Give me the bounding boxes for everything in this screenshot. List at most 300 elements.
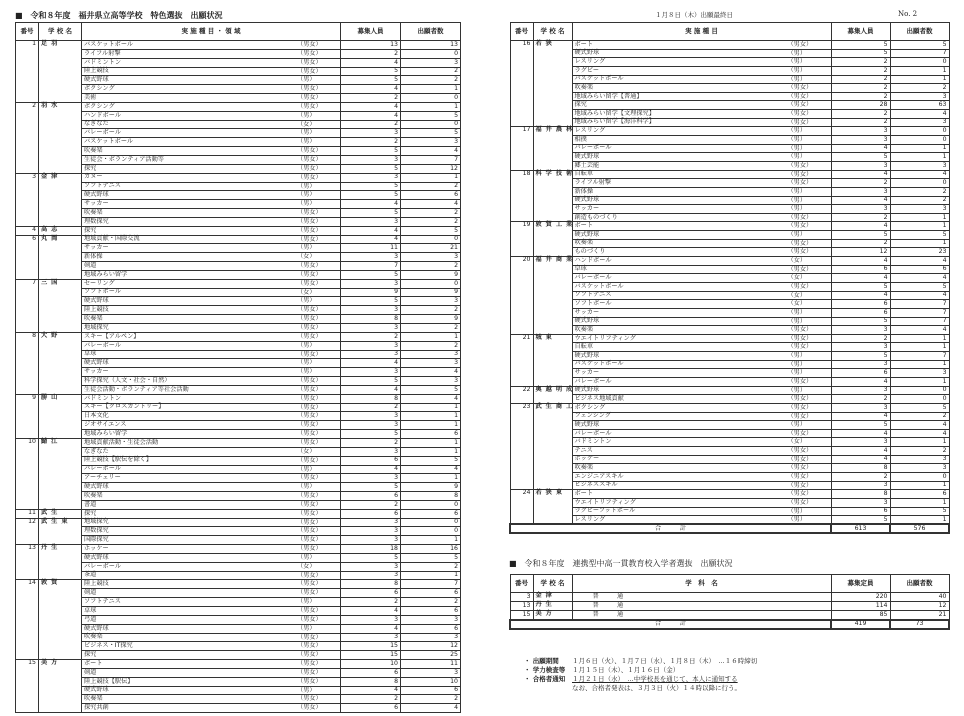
table-row <box>16 94 461 103</box>
event-name: ウエイトリフティング <box>574 334 636 342</box>
event-cell <box>82 686 341 695</box>
event-cell <box>572 222 831 231</box>
event-cell <box>572 403 831 412</box>
event-name: 硬式野球 <box>574 153 600 161</box>
applicants: 16 <box>401 545 461 554</box>
applicants: 2 <box>401 598 461 607</box>
gender: （男女） <box>297 456 322 464</box>
capacity: 2 <box>831 84 890 93</box>
capacity: 3 <box>831 127 890 136</box>
gender: （男女） <box>297 607 322 614</box>
event-name: テニス <box>574 446 593 454</box>
ikkan-table <box>509 574 950 630</box>
capacity: 11 <box>341 244 401 253</box>
course-name: 普 通 <box>572 593 831 602</box>
event-cell <box>82 368 341 377</box>
event-name: 探究 <box>84 651 97 659</box>
event-cell <box>82 209 341 218</box>
school-number: 24 <box>510 490 533 525</box>
event-name: 郷土芸能 <box>574 161 600 169</box>
header-course: 学 科 名 <box>572 575 831 593</box>
event-name: 吹奏楽 <box>574 83 594 91</box>
applicants: 3 <box>401 253 461 262</box>
applicants: 4 <box>890 429 949 438</box>
capacity: 2 <box>341 94 401 103</box>
event-name: 卓球 <box>84 350 97 358</box>
event-cell <box>82 111 341 120</box>
table-row <box>16 173 461 182</box>
header-applicants: 出願者数 <box>401 23 461 41</box>
table-row <box>16 253 461 262</box>
applicants: 3 <box>401 297 461 306</box>
table-row <box>16 155 461 164</box>
event-name: 生徒会・ボランティア活動等 <box>84 155 164 163</box>
table-row <box>16 465 461 474</box>
event-cell <box>572 239 831 248</box>
event-cell <box>82 474 341 483</box>
capacity: 13 <box>341 41 401 50</box>
event-name: ものづくり <box>574 248 606 256</box>
total-label: 合 計 <box>510 524 831 533</box>
table-row <box>510 438 949 447</box>
applicants: 9 <box>401 288 461 297</box>
gender: （女） <box>297 562 316 570</box>
applicants: 4 <box>401 368 461 377</box>
table-row <box>16 545 461 554</box>
applicants: 1 <box>401 85 461 94</box>
event-name: 硬式野球 <box>574 49 600 57</box>
event-name: 剣道 <box>84 261 97 269</box>
school-name: 勝山 <box>39 394 82 438</box>
gender: （男女） <box>297 58 322 66</box>
school-name: 科学技術 <box>533 170 572 222</box>
table-row <box>510 136 949 145</box>
table-row <box>510 179 949 188</box>
table-row <box>16 164 461 173</box>
capacity: 5 <box>341 297 401 306</box>
table-row <box>16 226 461 235</box>
gender: （男女） <box>297 332 322 340</box>
event-cell <box>82 465 341 474</box>
event-name: バレーボール <box>574 144 612 152</box>
total-applicants: 73 <box>890 620 949 629</box>
gender: （男女） <box>297 217 322 225</box>
gender: （男女） <box>297 235 322 243</box>
event-cell <box>572 395 831 404</box>
gender: （男） <box>787 127 807 135</box>
gender: （男女） <box>787 481 813 489</box>
event-cell <box>82 288 341 297</box>
gender: （男女） <box>297 67 322 75</box>
table-row <box>510 127 949 136</box>
applicants: 7 <box>890 300 949 309</box>
gender: （男） <box>787 317 807 325</box>
event-cell <box>572 161 831 170</box>
gender: （男女） <box>297 536 322 544</box>
table-row <box>16 58 461 67</box>
event-name: ホッケー <box>84 544 109 552</box>
table-row <box>16 138 461 147</box>
school-number: 21 <box>510 334 533 386</box>
applicants: 1 <box>890 222 949 231</box>
table-row <box>16 686 461 695</box>
gender: （男） <box>297 598 316 606</box>
applicants: 21 <box>401 244 461 253</box>
date-note: １月８日（木）出願最終日 <box>655 11 733 19</box>
capacity: 5 <box>341 147 401 156</box>
applicants: 1 <box>890 377 949 386</box>
event-name: ビジネス・IT探究 <box>84 642 133 650</box>
event-cell <box>572 265 831 274</box>
event-name: ソフトボール <box>574 299 612 307</box>
event-cell <box>82 483 341 492</box>
header-no: 番号 <box>16 23 39 41</box>
event-cell <box>572 473 831 482</box>
applicants: 5 <box>890 41 949 50</box>
capacity: 3 <box>831 326 890 335</box>
gender: （男女） <box>297 580 322 588</box>
gender: （男女） <box>787 498 813 506</box>
applicants: 5 <box>890 403 949 412</box>
event-cell <box>572 291 831 300</box>
event-cell <box>572 343 831 352</box>
school-number: 8 <box>16 332 39 394</box>
gender: （男） <box>787 507 807 515</box>
course-name: 普 通 <box>572 602 831 611</box>
applicants: 1 <box>890 360 949 369</box>
capacity: 3 <box>341 474 401 483</box>
event-cell <box>572 205 831 214</box>
capacity: 2 <box>831 473 890 482</box>
capacity: 3 <box>831 205 890 214</box>
applicants: 0 <box>401 279 461 288</box>
gender: （男） <box>297 553 316 561</box>
applicants: 1 <box>401 536 461 545</box>
table-row <box>510 118 949 127</box>
event-name: 硬式野球 <box>84 76 109 84</box>
event-name: 科学探究（人文・社会・自然） <box>84 376 171 384</box>
event-name: ソフトテニス <box>84 182 121 190</box>
applicants: 1 <box>401 438 461 447</box>
table-row <box>510 343 949 352</box>
event-name: 卓球 <box>574 265 587 273</box>
event-cell <box>82 341 341 350</box>
gender: （男） <box>787 352 807 360</box>
applicants: 2 <box>401 324 461 333</box>
table-row <box>16 288 461 297</box>
event-cell <box>82 695 341 704</box>
table-row <box>16 67 461 76</box>
gender: （男） <box>787 308 807 316</box>
capacity: 2 <box>831 118 890 127</box>
event-cell <box>572 516 831 525</box>
event-name: サッカー <box>574 308 600 316</box>
capacity: 4 <box>341 235 401 244</box>
table-row <box>510 49 949 58</box>
event-name: なぎなた <box>84 447 109 455</box>
school-number: 12 <box>16 518 39 545</box>
applicants: 6 <box>890 265 949 274</box>
event-name: ハンドボール <box>84 111 122 119</box>
capacity: 5 <box>831 421 890 430</box>
event-cell <box>82 67 341 76</box>
event-name: バドミントン <box>84 58 122 66</box>
event-cell <box>572 352 831 361</box>
capacity: 220 <box>831 593 890 602</box>
event-name: 創造ものづくり <box>574 213 618 221</box>
event-cell <box>572 369 831 378</box>
event-cell <box>82 527 341 536</box>
capacity: 4 <box>831 412 890 421</box>
event-cell <box>572 49 831 58</box>
capacity: 3 <box>341 253 401 262</box>
table-row <box>16 553 461 562</box>
event-name: ボート <box>574 490 594 498</box>
table-row <box>510 66 949 75</box>
event-name: 地域みらい留学【普通】 <box>574 92 643 100</box>
table-row <box>16 306 461 315</box>
capacity: 4 <box>341 111 401 120</box>
school-name: 福井農林 <box>533 127 572 170</box>
gender: （男女） <box>297 385 322 393</box>
capacity: 2 <box>341 598 401 607</box>
applicants: 1 <box>401 421 461 430</box>
school-name: 羽水 <box>39 102 82 173</box>
capacity: 6 <box>341 509 401 518</box>
table-row <box>510 464 949 473</box>
event-name: ボクシング <box>574 403 606 411</box>
event-name: 吹奏楽 <box>84 314 103 322</box>
event-name: ソフトテニス <box>574 291 612 299</box>
event-name: ボート <box>84 659 103 667</box>
event-name: ボクシング <box>84 85 115 93</box>
gender: （男女） <box>787 395 813 403</box>
school-number: 3 <box>510 593 533 602</box>
capacity: 5 <box>831 49 890 58</box>
applicants: 1 <box>890 343 949 352</box>
capacity: 2 <box>831 110 890 119</box>
applicants: 3 <box>401 615 461 624</box>
event-name: セーリング <box>84 279 115 287</box>
capacity: 5 <box>341 164 401 173</box>
gender: （男女） <box>297 315 322 323</box>
header-capacity: 募集人員 <box>831 23 890 41</box>
capacity: 3 <box>341 368 401 377</box>
school-number: 16 <box>510 41 533 127</box>
event-cell <box>572 75 831 84</box>
applicants: 13 <box>401 41 461 50</box>
capacity: 5 <box>831 41 890 50</box>
capacity: 3 <box>341 447 401 456</box>
event-name: 自転車 <box>574 343 594 351</box>
event-cell <box>572 421 831 430</box>
event-name: 地域みらい留学 <box>84 429 128 437</box>
event-name: 陸上競技 <box>84 306 109 314</box>
event-cell <box>572 334 831 343</box>
capacity: 3 <box>341 324 401 333</box>
capacity: 4 <box>341 385 401 394</box>
event-name: サッカー <box>84 200 109 207</box>
gender: （女） <box>297 288 316 296</box>
applicants: 2 <box>401 67 461 76</box>
gender: （男女） <box>297 615 322 623</box>
table-row <box>16 500 461 509</box>
capacity: 4 <box>831 170 890 179</box>
capacity: 9 <box>341 288 401 297</box>
capacity: 4 <box>831 429 890 438</box>
gender: （男女） <box>787 403 813 411</box>
applicants: 2 <box>401 182 461 191</box>
applicants: 0 <box>401 518 461 527</box>
school-number: 18 <box>510 170 533 222</box>
table-row <box>510 282 949 291</box>
capacity: 3 <box>341 217 401 226</box>
table-row <box>16 492 461 501</box>
gender: （男女） <box>787 490 813 498</box>
school-number: 17 <box>510 127 533 170</box>
table-row <box>16 270 461 279</box>
event-name: 相撲 <box>574 135 587 143</box>
gender: （女） <box>787 257 807 265</box>
total-capacity: 613 <box>831 524 890 533</box>
event-name: 探究 <box>84 509 97 517</box>
gender: （男） <box>787 49 807 57</box>
capacity: 8 <box>341 394 401 403</box>
capacity: 3 <box>341 571 401 580</box>
event-cell <box>82 58 341 67</box>
event-cell <box>82 235 341 244</box>
capacity: 4 <box>341 624 401 633</box>
table-row <box>510 481 949 490</box>
capacity: 6 <box>831 369 890 378</box>
school-number: 3 <box>16 173 39 226</box>
applicants: 1 <box>890 438 949 447</box>
applicants: 6 <box>401 686 461 695</box>
capacity: 2 <box>831 395 890 404</box>
capacity: 3 <box>341 615 401 624</box>
event-cell <box>572 257 831 266</box>
table-row <box>510 490 949 499</box>
capacity: 5 <box>831 231 890 240</box>
gender: （男女） <box>787 118 813 126</box>
gender: （男） <box>297 686 316 694</box>
applicants: 1 <box>401 412 461 421</box>
event-name: ラグビーフットボール <box>574 507 636 515</box>
table-row <box>16 456 461 465</box>
table-row <box>16 394 461 403</box>
capacity: 5 <box>341 76 401 85</box>
event-name: 吹奏楽 <box>84 146 103 154</box>
event-cell <box>82 200 341 209</box>
applicants: 7 <box>401 580 461 589</box>
applicants: 12 <box>890 602 949 611</box>
event-cell <box>572 498 831 507</box>
applicants: 1 <box>890 516 949 525</box>
event-name: ビジネススキル <box>574 481 618 489</box>
table-row <box>16 315 461 324</box>
capacity: 3 <box>831 136 890 145</box>
table-row <box>16 438 461 447</box>
tokushoku-table-2 <box>509 22 950 534</box>
table-row <box>510 326 949 335</box>
event-cell <box>82 562 341 571</box>
capacity: 6 <box>341 456 401 465</box>
event-name: ホッケー <box>574 455 600 463</box>
capacity: 2 <box>341 49 401 58</box>
total-capacity: 419 <box>831 620 890 629</box>
event-name: 卓球 <box>84 606 97 614</box>
applicants: 7 <box>890 308 949 317</box>
gender: （男女） <box>787 84 813 92</box>
event-cell <box>82 651 341 660</box>
applicants: 0 <box>890 386 949 395</box>
event-cell <box>82 660 341 669</box>
gender: （男女） <box>787 92 813 100</box>
table-row <box>510 429 949 438</box>
table-row <box>16 421 461 430</box>
event-name: アーチェリー <box>84 474 121 482</box>
gender: （男） <box>297 297 316 305</box>
capacity: 5 <box>341 191 401 200</box>
gender: （男女） <box>787 455 813 463</box>
applicants: 3 <box>890 161 949 170</box>
gender: （男女） <box>787 41 813 48</box>
gender: （女） <box>297 253 316 261</box>
gender: （男） <box>297 138 316 146</box>
event-name: エンジニアスキル <box>574 472 624 480</box>
gender: （女） <box>787 291 807 299</box>
table-row <box>16 262 461 271</box>
capacity: 3 <box>831 161 890 170</box>
applicants: 1 <box>890 66 949 75</box>
applicants: 3 <box>890 205 949 214</box>
gender: （男女） <box>297 270 322 278</box>
capacity: 2 <box>341 138 401 147</box>
event-cell <box>572 213 831 222</box>
applicants: 2 <box>890 412 949 421</box>
applicants: 4 <box>890 274 949 283</box>
table-row <box>16 359 461 368</box>
school-number: 19 <box>510 222 533 257</box>
event-name: フェンシング <box>574 412 611 420</box>
capacity: 18 <box>341 545 401 554</box>
gender: （男） <box>297 341 316 349</box>
table-row <box>510 110 949 119</box>
capacity: 2 <box>341 403 401 412</box>
event-cell <box>82 217 341 226</box>
event-name: 吹奏楽 <box>84 208 103 216</box>
capacity: 4 <box>831 447 890 456</box>
capacity: 2 <box>341 120 401 129</box>
school-number: 9 <box>16 394 39 438</box>
event-cell <box>82 297 341 306</box>
applicants: 6 <box>401 624 461 633</box>
capacity: 4 <box>341 465 401 474</box>
event-cell <box>572 127 831 136</box>
table-row <box>510 144 949 153</box>
school-number: 4 <box>16 226 39 235</box>
capacity: 3 <box>341 341 401 350</box>
gender: （男女） <box>297 695 322 703</box>
event-name: バレーボール <box>84 129 122 137</box>
event-name: サッカー <box>574 204 600 212</box>
event-cell <box>82 500 341 509</box>
table-row <box>510 498 949 507</box>
table-row <box>510 455 949 464</box>
table-row <box>510 213 949 222</box>
applicants: 0 <box>401 527 461 536</box>
applicants: 1 <box>890 144 949 153</box>
